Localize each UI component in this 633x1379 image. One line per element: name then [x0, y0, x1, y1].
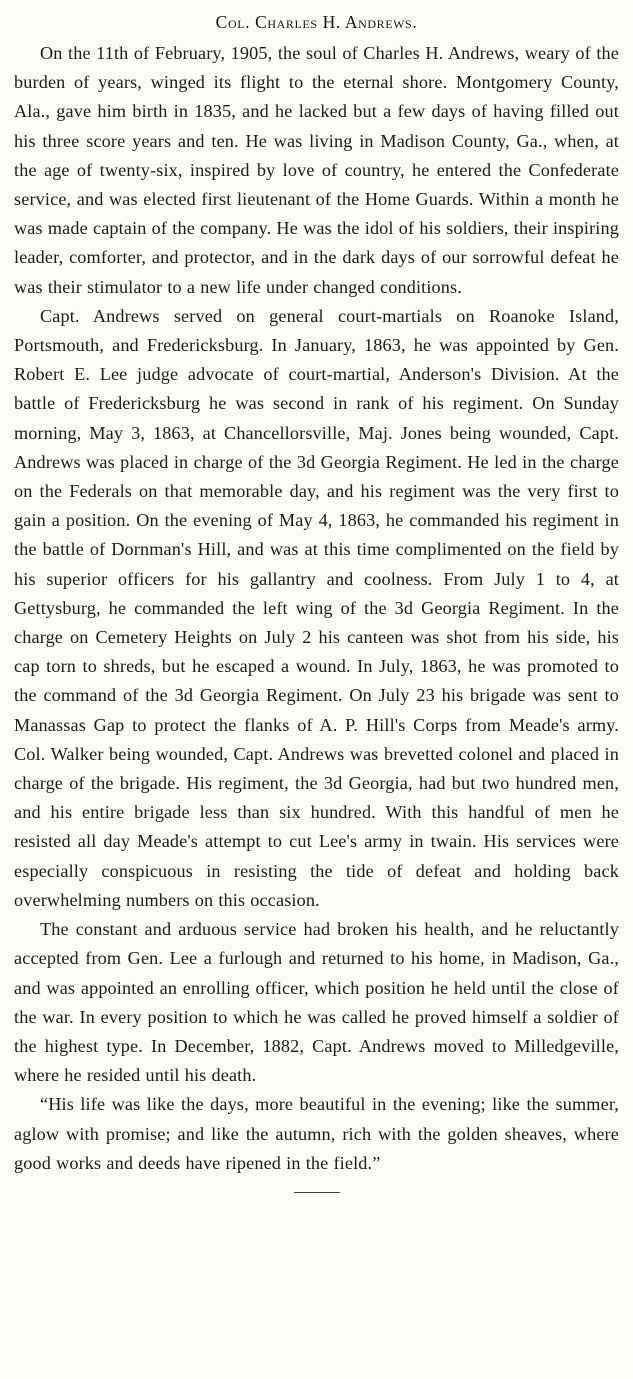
paragraph-1: On the 11th of February, 1905, the soul of Charles H. Andrews, weary of the burden of years, winged its flight to the eternal shore. Montgomery County, Ala., gave him birth in 1835, and he lacked but a few days of having filled out his three score years and ten. He was living in Madison County, Ga., when, at the age of twenty-six, inspired by love of country, he entered the Confederate service, and was elected first lieutenant of the Home Guards. Within a month he was made captain of the company. He was the idol of his soldiers, their inspiring leader, comforter, and protector, and in the dark days of our sorrowful defeat he was their stimulator to a new life under changed conditions.: [14, 43, 619, 297]
paragraph-3: The constant and arduous service had broken his health, and he reluctantly accepted from Gen. Lee a furlough and returned to his home, in Madison, Ga., and was appointed an enrolling officer, which position he held until the close of the war. In every position to which he was called he proved himself a soldier of the highest type. In December, 1882, Capt. Andrews moved to Milledgeville, where he resided until his death.: [14, 919, 619, 1086]
paragraph-2: Capt. Andrews served on general court-martials on Roanoke Island, Portsmouth, and Fredericksburg. In January, 1863, he was appointed by Gen. Robert E. Lee judge advocate of court-martial, Anderson's Division. At the battle of Fredericksburg he was second in rank of his regiment. On Sunday morning, May 3, 1863, at Chancellorsville, Maj. Jones being wounded, Capt. Andrews was placed in charge of the 3d Georgia Regiment. He led in the charge on the Federals on that memorable day, and his regiment was the very first to gain a position. On the evening of May 4, 1863, he commanded his regiment in the battle of Dornman's Hill, and was at this time complimented on the field by his superior officers for his gallantry and coolness. From July 1 to 4, at Gettysburg, he commanded the left wing of the 3d Georgia Regiment. In the charge on Cemetery Heights on July 2 his canteen was shot from his side, his cap torn to shreds, but he escaped a wound. In July, 1863, he was promoted to the command of the 3d Georgia Regiment. On July 23 his brigade was sent to Manassas Gap to protect the flanks of A. P. Hill's Corps from Meade's army. Col. Walker being wounded, Capt. Andrews was brevetted colonel and placed in charge of the brigade. His regiment, the 3d Georgia, had but two hundred men, and his entire brigade less than six hundred. With this handful of men he resisted all day Meade's attempt to cut Lee's army in twain. His services were especially conspicuous in resisting the tide of defeat and holding back overwhelming numbers on this occasion.: [14, 305, 619, 910]
section-divider: [294, 1192, 340, 1194]
page-title: Col. Charles H. Andrews.: [215, 12, 418, 32]
body-text: [14, 39, 619, 1178]
paragraph-4: “His life was like the days, more beautiful in the evening; like the summer, aglow with promise; and like the autumn, rich with the golden sheaves, where good works and deeds have ripened in the field.”: [14, 1094, 619, 1173]
